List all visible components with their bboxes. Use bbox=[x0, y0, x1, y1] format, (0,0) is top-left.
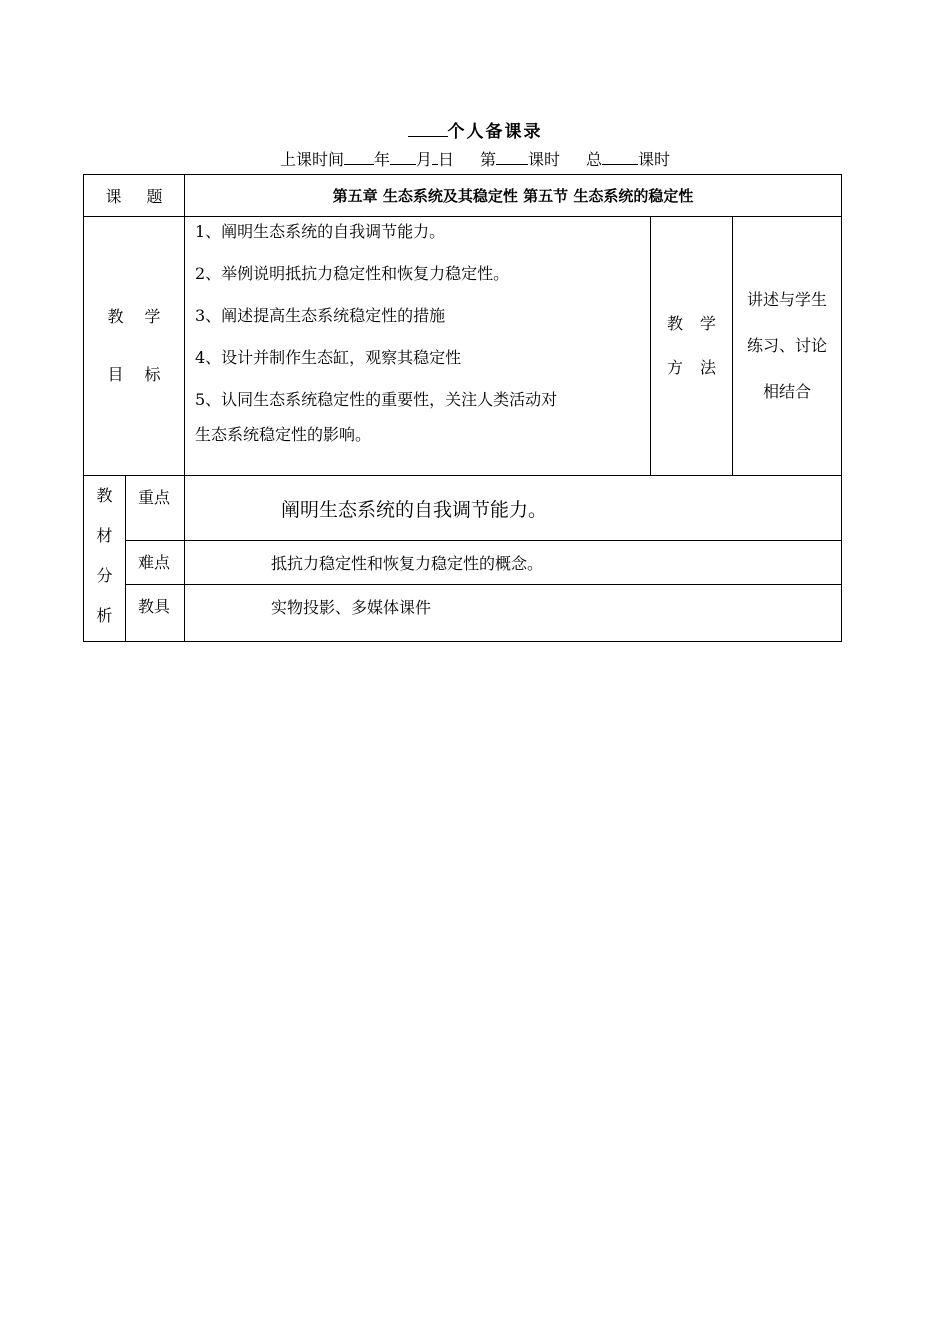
method-text: 讲述与学生练习、讨论相结合 bbox=[733, 217, 842, 476]
goal-item: 4、设计并制作生态缸，观察其稳定性 bbox=[195, 348, 462, 367]
year-blank[interactable] bbox=[344, 148, 374, 165]
analysis-char: 材 bbox=[96, 526, 113, 545]
topic-text: 第五章 生态系统及其稳定性 第五节 生态系统的稳定性 bbox=[185, 175, 842, 217]
method-label bbox=[651, 217, 733, 476]
title-blank bbox=[408, 120, 448, 137]
tools-row bbox=[84, 585, 842, 642]
tools-label: 教具 bbox=[126, 585, 185, 642]
difficulty-row bbox=[84, 541, 842, 585]
month-blank[interactable] bbox=[390, 148, 416, 165]
total-lesson-label: 课时 bbox=[638, 150, 671, 169]
method-label-line-2: 方 法 bbox=[666, 358, 723, 377]
method-label-line-1: 教 学 bbox=[666, 314, 723, 333]
goal-item: 2、举例说明抵抗力稳定性和恢复力稳定性。 bbox=[195, 264, 510, 283]
day-label: 日 bbox=[437, 150, 454, 169]
tools-text: 实物投影、多媒体课件 bbox=[185, 585, 842, 642]
lesson-label: 课时 bbox=[528, 150, 561, 169]
time-label: 上课时间 bbox=[279, 150, 344, 169]
lesson-blank[interactable] bbox=[496, 148, 528, 165]
month-label: 月 bbox=[415, 150, 432, 169]
topic-row bbox=[84, 175, 842, 217]
difficulty-text: 抵抗力稳定性和恢复力稳定性的概念。 bbox=[185, 541, 842, 585]
class-time-line bbox=[0, 148, 950, 171]
key-label: 重点 bbox=[126, 476, 185, 541]
year-label: 年 bbox=[373, 150, 390, 169]
analysis-char: 教 bbox=[96, 486, 113, 505]
goal-item: 3、阐述提高生态系统稳定性的措施 bbox=[195, 306, 446, 325]
lesson-plan-table bbox=[83, 174, 842, 642]
analysis-char: 析 bbox=[96, 606, 113, 625]
topic-label: 课 题 bbox=[84, 175, 185, 217]
total-blank[interactable] bbox=[602, 148, 638, 165]
di-label: 第 bbox=[480, 150, 497, 169]
key-text: 阐明生态系统的自我调节能力。 bbox=[185, 476, 842, 541]
goals-label-line-1: 教 学 bbox=[107, 307, 169, 326]
goal-item: 5、认同生态系统稳定性的重要性，关注人类活动对 bbox=[195, 390, 558, 409]
key-row bbox=[84, 476, 842, 541]
page-title bbox=[0, 120, 950, 143]
goals-list bbox=[185, 217, 651, 476]
difficulty-label: 难点 bbox=[126, 541, 185, 585]
goals-row bbox=[84, 217, 842, 476]
goals-label-line-2: 目 标 bbox=[107, 365, 169, 384]
analysis-char: 分 bbox=[96, 566, 113, 585]
total-label: 总 bbox=[586, 150, 603, 169]
goal-item: 生态系统稳定性的影响。 bbox=[195, 425, 372, 444]
goal-item: 1、阐明生态系统的自我调节能力。 bbox=[195, 222, 446, 241]
analysis-label bbox=[84, 476, 126, 642]
goals-label bbox=[84, 217, 185, 476]
title-text: 个人备课录 bbox=[447, 122, 543, 142]
